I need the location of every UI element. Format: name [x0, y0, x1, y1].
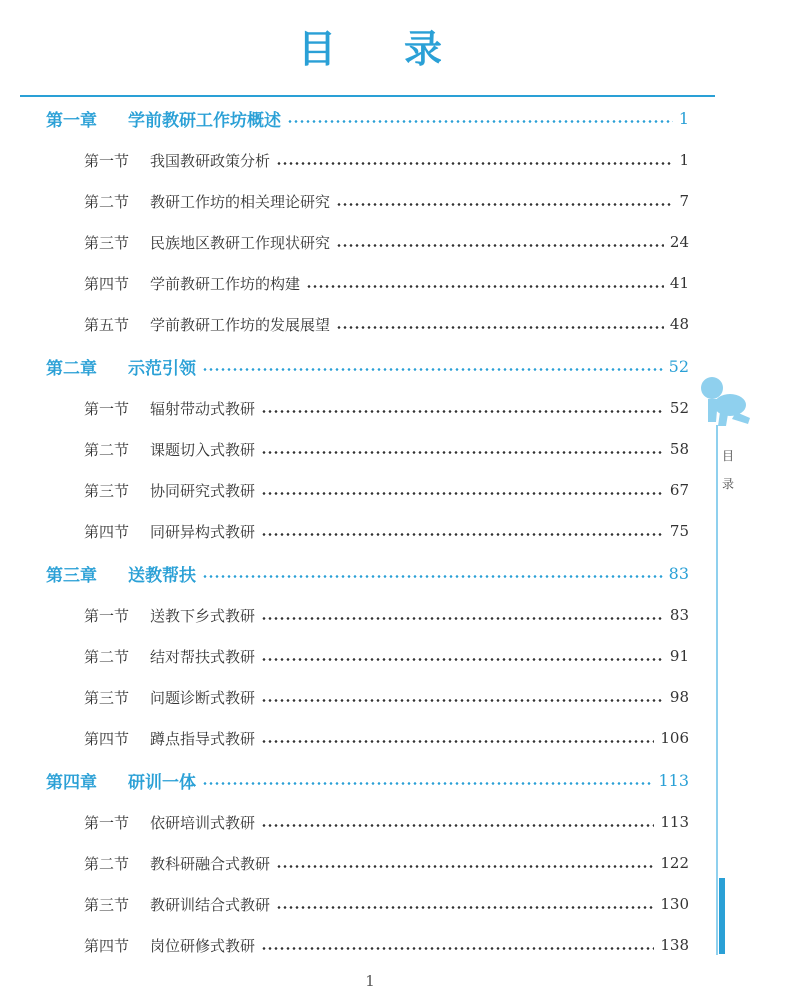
section-title: 学前教研工作坊的构建	[150, 274, 301, 293]
section-title: 协同研究式教研	[150, 481, 256, 500]
chapter-number: 第一章	[46, 110, 97, 131]
toc-chapter-3[interactable]	[46, 560, 689, 586]
chapter-number: 第二章	[46, 358, 97, 379]
section-title: 民族地区教研工作现状研究	[150, 233, 331, 252]
dot-leader	[261, 699, 664, 702]
toc-section[interactable]	[84, 229, 689, 255]
section-number: 第五节	[84, 315, 130, 334]
section-number: 第四节	[84, 274, 130, 293]
chapter-title: 示范引领	[128, 358, 196, 379]
toc-section[interactable]	[84, 188, 689, 214]
dot-leader	[261, 533, 664, 536]
dot-leader	[261, 617, 664, 620]
section-title: 辐射带动式教研	[150, 399, 256, 418]
toc-section[interactable]	[84, 725, 689, 751]
dot-leader	[261, 658, 664, 661]
toc-section[interactable]	[84, 850, 689, 876]
toc-chapter-1[interactable]	[46, 105, 689, 131]
page-number: 91	[669, 647, 689, 665]
toc-chapter-2[interactable]	[46, 353, 689, 379]
section-number: 第四节	[84, 729, 130, 748]
toc-section[interactable]	[84, 270, 689, 296]
section-number: 第三节	[84, 233, 130, 252]
page-number: 7	[679, 192, 689, 210]
page-number: 24	[669, 233, 689, 251]
section-number: 第二节	[84, 854, 130, 873]
chapter-title: 研训一体	[128, 772, 196, 793]
dot-leader	[261, 410, 664, 413]
section-title: 同研异构式教研	[150, 522, 256, 541]
dot-leader	[202, 782, 652, 785]
dot-leader	[287, 120, 673, 123]
toc-section[interactable]	[84, 395, 689, 421]
section-number: 第一节	[84, 399, 130, 418]
side-accent-bar	[719, 878, 725, 954]
page-number: 1	[678, 108, 689, 128]
page-number: 83	[669, 606, 689, 624]
section-title: 问题诊断式教研	[150, 688, 256, 707]
toc-section[interactable]	[84, 643, 689, 669]
toc-section[interactable]	[84, 809, 689, 835]
dot-leader	[336, 326, 664, 329]
section-number: 第一节	[84, 151, 130, 170]
section-number: 第四节	[84, 522, 130, 541]
section-number: 第三节	[84, 481, 130, 500]
dot-leader	[261, 740, 654, 743]
section-title: 学前教研工作坊的发展展望	[150, 315, 331, 334]
footer-page-number: 1	[365, 972, 375, 990]
dot-leader	[261, 824, 654, 827]
section-number: 第三节	[84, 688, 130, 707]
toc-section[interactable]	[84, 602, 689, 628]
toc-section[interactable]	[84, 684, 689, 710]
page-number: 113	[658, 770, 689, 790]
chapter-title: 学前教研工作坊概述	[128, 110, 281, 131]
page-number: 52	[668, 356, 689, 376]
dot-leader	[276, 162, 673, 165]
section-title: 我国教研政策分析	[150, 151, 271, 170]
dot-leader	[261, 947, 654, 950]
dot-leader	[336, 203, 673, 206]
dot-leader	[202, 575, 663, 578]
dot-leader	[276, 865, 654, 868]
page-number: 41	[669, 274, 689, 292]
title-char-1: 目	[297, 27, 336, 71]
page-number: 122	[660, 854, 689, 872]
page-number: 1	[679, 151, 689, 169]
side-rule	[716, 425, 718, 955]
dot-leader	[261, 492, 664, 495]
page-number: 98	[669, 688, 689, 706]
section-number: 第四节	[84, 936, 130, 955]
page-number: 75	[669, 522, 689, 540]
section-title: 教研训结合式教研	[150, 895, 271, 914]
section-title: 教研工作坊的相关理论研究	[150, 192, 331, 211]
section-title: 结对帮扶式教研	[150, 647, 256, 666]
crawling-baby-icon	[696, 372, 754, 430]
page-number: 83	[668, 563, 689, 583]
toc-section[interactable]	[84, 518, 689, 544]
chapter-number: 第四章	[46, 772, 97, 793]
section-number: 第二节	[84, 440, 130, 459]
dot-leader	[261, 451, 664, 454]
toc-section[interactable]	[84, 436, 689, 462]
section-title: 教科研融合式教研	[150, 854, 271, 873]
section-title: 岗位研修式教研	[150, 936, 256, 955]
section-title: 依研培训式教研	[150, 813, 256, 832]
page-number: 58	[669, 440, 689, 458]
page-number: 138	[660, 936, 689, 954]
page-number: 48	[669, 315, 689, 333]
side-tab-char-1: 目	[722, 449, 735, 463]
section-title: 送教下乡式教研	[150, 606, 256, 625]
section-number: 第三节	[84, 895, 130, 914]
toc-section[interactable]	[84, 932, 689, 958]
chapter-title: 送教帮扶	[128, 565, 196, 586]
page-number: 106	[660, 729, 689, 747]
dot-leader	[202, 368, 663, 371]
toc-chapter-4[interactable]	[46, 767, 689, 793]
dot-leader	[306, 285, 664, 288]
toc-section[interactable]	[84, 477, 689, 503]
title-char-2: 录	[404, 27, 443, 71]
page-number: 130	[660, 895, 689, 913]
section-number: 第二节	[84, 192, 130, 211]
section-title: 蹲点指导式教研	[150, 729, 256, 748]
section-number: 第一节	[84, 813, 130, 832]
dot-leader	[276, 906, 654, 909]
section-title: 课题切入式教研	[150, 440, 256, 459]
toc-section[interactable]	[84, 311, 689, 337]
chapter-number: 第三章	[46, 565, 97, 586]
page-number: 52	[669, 399, 689, 417]
side-tab-char-2: 录	[722, 477, 735, 491]
toc-section[interactable]	[84, 891, 689, 917]
toc-section[interactable]	[84, 147, 689, 173]
section-number: 第二节	[84, 647, 130, 666]
dot-leader	[336, 244, 664, 247]
section-number: 第一节	[84, 606, 130, 625]
page-number: 67	[669, 481, 689, 499]
page-number: 113	[660, 813, 689, 831]
